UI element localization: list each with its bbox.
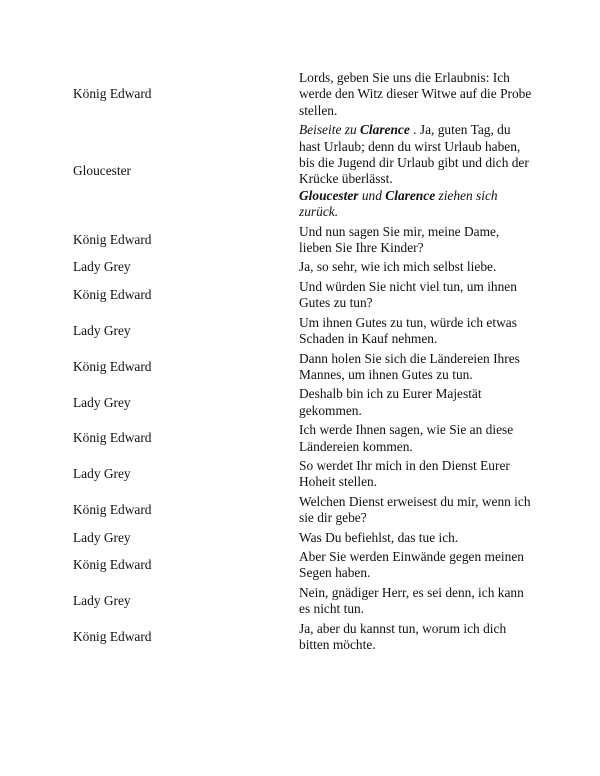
stage-character-name: Clarence	[359, 122, 410, 138]
speaker-name: König Edward	[73, 287, 152, 303]
dialogue-line: Und nun sagen Sie mir, meine Dame, lieben Sie Ihre Kinder?	[299, 223, 500, 256]
speaker-name: König Edward	[73, 557, 152, 573]
dialogue-line: Und würden Sie nicht viel tun, um ihnen Gutes zu tun?	[299, 278, 517, 311]
dialogue-row	[73, 530, 533, 549]
dialogue-row	[73, 494, 533, 530]
dialogue-table	[73, 70, 533, 656]
dialogue-row	[73, 224, 533, 260]
stage-direction-text: ziehen sich zurück.	[299, 187, 498, 220]
dialogue-line: Um ihnen Gutes zu tun, würde ich etwas Schaden in Kauf nehmen.	[299, 314, 517, 347]
dialogue-row	[73, 549, 533, 585]
dialogue-line: Aber Sie werden Einwände gegen meinen Segen haben.	[299, 548, 524, 581]
stage-direction-text: und	[358, 187, 386, 203]
dialogue-line: Dann holen Sie sich die Ländereien Ihres Mannes, um ihnen Gutes zu tun.	[299, 350, 520, 382]
speaker-name: König Edward	[73, 628, 152, 644]
dialogue-line: Ich werde Ihnen sagen, wie Sie an diese Ländereien kommen.	[299, 422, 514, 454]
dialogue-line: So werdet Ihr mich in den Dienst Eurer Hoheit stellen.	[299, 457, 510, 490]
dialogue-text: . Ja, guten Tag, du hast Urlaub; denn du wirst Urlaub haben,	[299, 122, 521, 154]
dialogue-line: Welchen Dienst erweisest du mir, wenn ich sie dir gebe?	[299, 493, 531, 526]
speaker-name: Lady Grey	[73, 466, 131, 482]
dialogue-line: Lords, geben Sie uns die Erlaubnis: Ich werde den Witz dieser Witwe auf die Probe stellen.	[299, 70, 532, 118]
exit-direction	[299, 188, 498, 219]
speaker-name: Lady Grey	[73, 394, 131, 410]
dialogue-line	[299, 122, 533, 223]
speaker-name: Lady Grey	[73, 529, 131, 545]
stage-direction	[299, 122, 410, 137]
stage-character-name: Gloucester	[299, 187, 359, 203]
dialogue-row	[73, 122, 533, 223]
speaker-name: König Edward	[73, 501, 152, 517]
dialogue-row	[73, 585, 533, 621]
stage-direction-text: Beiseite zu	[299, 122, 360, 138]
speaker-name: König Edward	[73, 231, 152, 247]
speaker-name: Lady Grey	[73, 592, 131, 608]
dialogue-row	[73, 315, 533, 351]
dialogue-line: Nein, gnädiger Herr, es sei denn, ich kann es nicht tun.	[299, 584, 524, 617]
speaker-name: Lady Grey	[73, 322, 131, 338]
dialogue-row	[73, 458, 533, 494]
dialogue-row	[73, 70, 533, 122]
dialogue-line: Deshalb bin ich zu Eurer Majestät gekommen.	[299, 386, 482, 418]
dialogue-line: Was Du befiehlst, das tue ich.	[299, 529, 459, 545]
dialogue-row	[73, 279, 533, 315]
speaker-name: Gloucester	[73, 163, 132, 179]
dialogue-row	[73, 386, 533, 422]
dialogue-row	[73, 259, 533, 278]
speaker-name: König Edward	[73, 86, 152, 102]
dialogue-line: Ja, aber du kannst tun, worum ich dich bitten möchte.	[299, 620, 507, 652]
dialogue-line: Ja, so sehr, wie ich mich selbst liebe.	[299, 259, 497, 275]
speaker-name: König Edward	[73, 358, 152, 374]
dialogue-row	[73, 351, 533, 387]
dialogue-text: bis die Jugend dir Urlaub gibt und dich der Krücke überlässt.	[299, 155, 529, 187]
dialogue-row	[73, 621, 533, 657]
dialogue-row	[73, 422, 533, 458]
speaker-name: Lady Grey	[73, 259, 131, 275]
speaker-name: König Edward	[73, 430, 152, 446]
stage-character-name: Clarence	[385, 187, 436, 203]
